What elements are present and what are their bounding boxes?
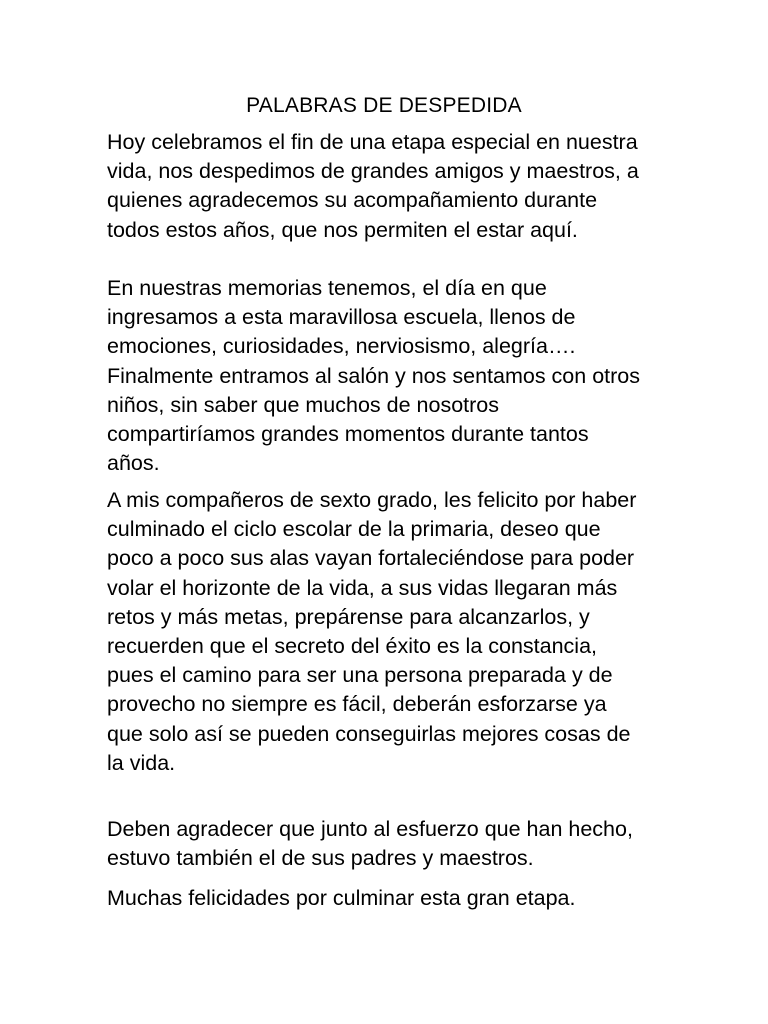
paragraph-memories: En nuestras memorias tenemos, el día en que ingresamos a esta maravillosa escuela, llenos de emociones, curiosidades, nerviosismo, alegría…. Finalmente entramos al salón y nos sentamos con otros niños, sin saber que muchos de nosotros compartiríamos grandes momentos durante tantos años. [107,276,640,476]
paragraph-congratulations: Muchas felicidades por culminar esta gran etapa. [107,886,576,910]
paragraph-gratitude: Deben agradecer que junto al esfuerzo que han hecho, estuvo también el de sus padres y maestros. [107,817,633,871]
document-title: PALABRAS DE DESPEDIDA [246,94,522,117]
paragraph-classmates: A mis compañeros de sexto grado, les felicito por haber culminado el ciclo escolar de la primaria, deseo que poco a poco sus alas vayan fortaleciéndose para poder volar el horizonte de la vida, a sus vidas llegaran más retos y más metas, prepárense para alcanzarlos, y recuerden que el secreto del éxito es la constancia, pues el camino para ser una persona preparada y de provecho no siempre es fácil, deberán esforzarse ya que solo así se pueden conseguirlas mejores cosas de la vida. [107,488,637,775]
paragraph-intro: Hoy celebramos el fin de una etapa especial en nuestra vida, nos despedimos de grandes amigos y maestros, a quienes agradecemos su acompañamiento durante todos estos años, que nos permiten el estar aquí. [107,130,639,242]
